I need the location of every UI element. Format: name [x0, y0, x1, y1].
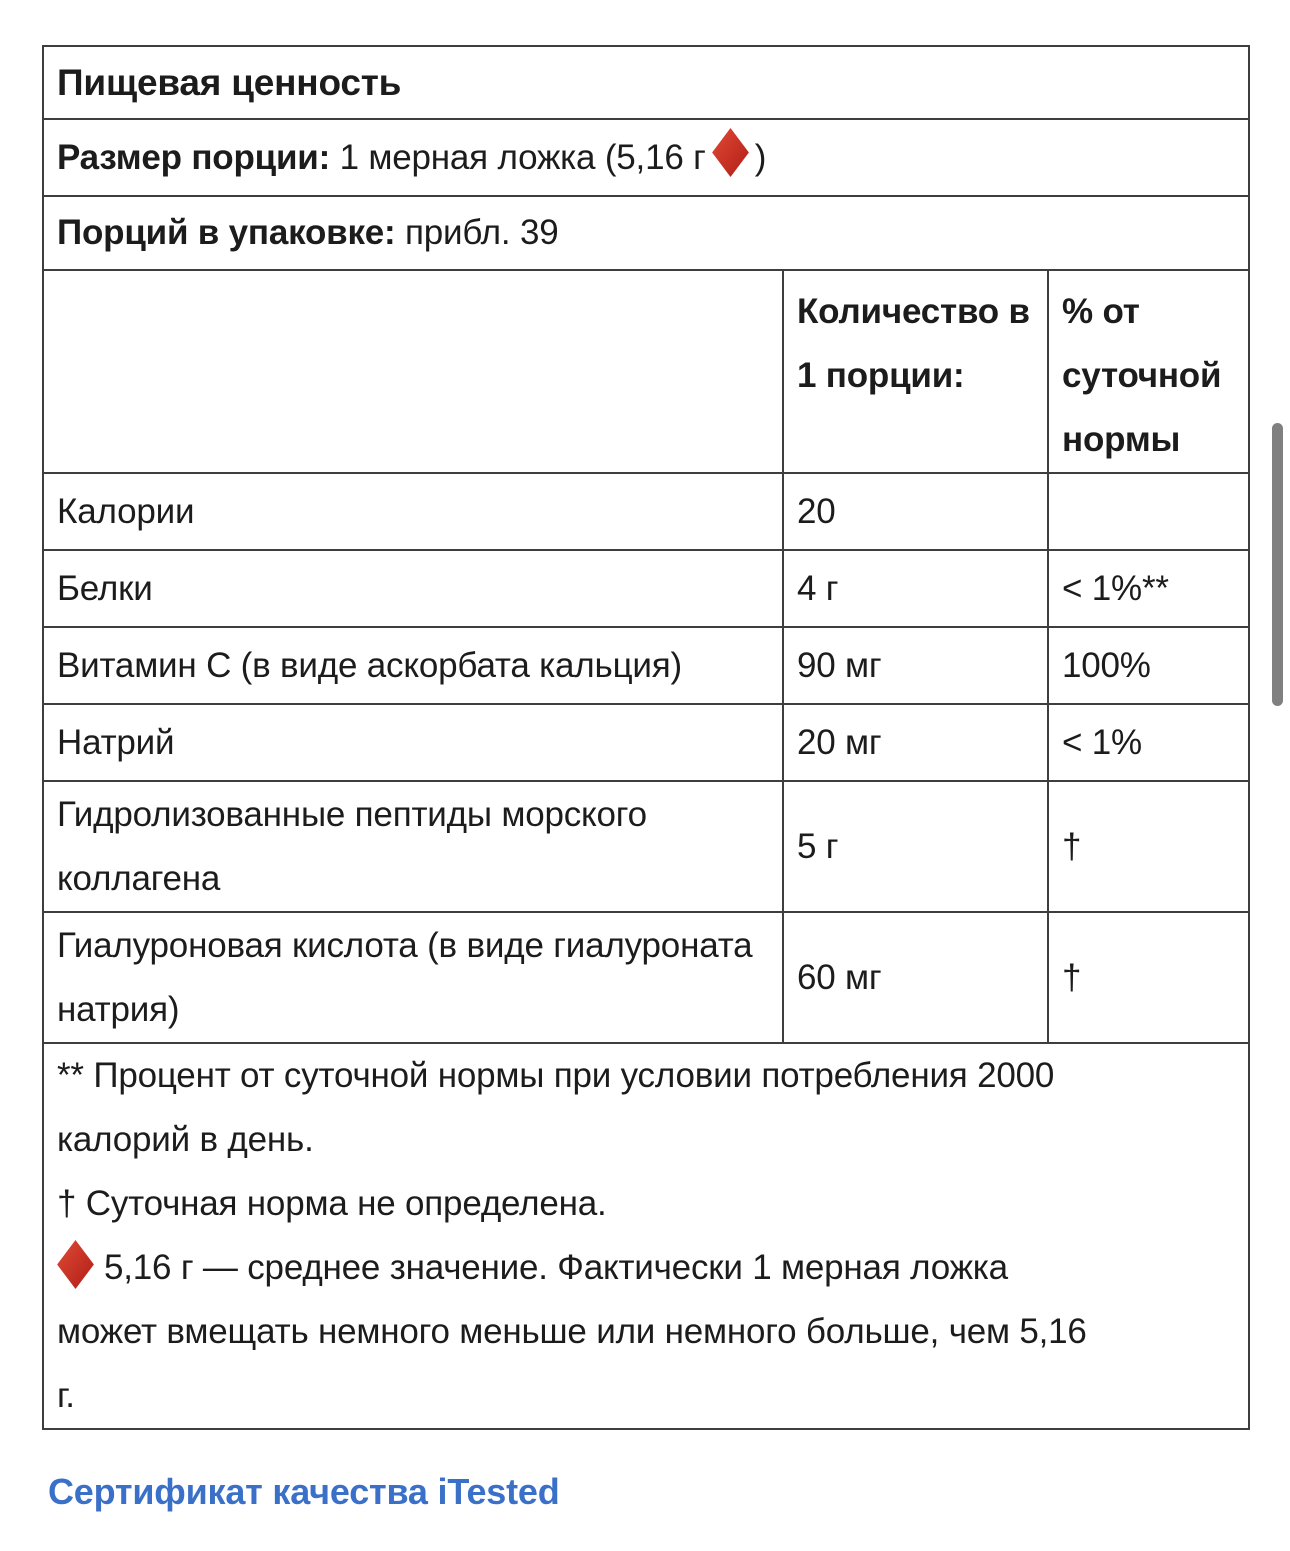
- nutrient-label: Гиалуроновая кислота (в виде гиалуроната натрия): [43, 912, 783, 1043]
- table-title-row: [43, 46, 1249, 119]
- nutrient-dv: †: [1048, 781, 1249, 912]
- nutrient-amount: 20: [783, 473, 1048, 550]
- itested-certificate-link[interactable]: Сертификат качества iTested: [48, 1471, 560, 1512]
- table-row-protein: [43, 550, 1249, 627]
- nutrient-dv: 100%: [1048, 627, 1249, 704]
- nutrient-dv: †: [1048, 912, 1249, 1043]
- table-row-hyaluronic-acid: [43, 912, 1249, 1043]
- footnote-daily-value: ** Процент от суточной нормы при условии потребления 2000 калорий в день.: [57, 1056, 1055, 1159]
- footnote-dagger: † Суточная норма не определена.: [57, 1184, 607, 1223]
- nutrient-label: Гидролизованные пептиды морского коллагена: [43, 781, 783, 912]
- footnote-diamond: [57, 1236, 1097, 1428]
- nutrient-amount: 60 мг: [783, 912, 1048, 1043]
- daily-value-column-header: % от суточной нормы: [1048, 270, 1249, 473]
- servings-count-value: прибл. 39: [405, 213, 559, 252]
- amount-column-header: Количество в 1 порции:: [783, 270, 1048, 473]
- nutrient-amount: 4 г: [783, 550, 1048, 627]
- nutrient-dv: < 1%: [1048, 704, 1249, 781]
- footnotes-row: [43, 1043, 1249, 1429]
- servings-count-label: Порций в упаковке:: [57, 213, 396, 252]
- panel-title: Пищевая ценность: [43, 46, 1249, 119]
- serving-size-close-paren: ): [754, 137, 767, 177]
- table-row-collagen-peptides: [43, 781, 1249, 912]
- table-row-calories: [43, 473, 1249, 550]
- nutrient-label: Витамин C (в виде аскорбата кальция): [43, 627, 783, 704]
- nutrient-amount: 5 г: [783, 781, 1048, 912]
- table-row-sodium: [43, 704, 1249, 781]
- servings-per-container-row: [43, 196, 1249, 270]
- nutrient-dv: [1048, 473, 1249, 550]
- nutrient-amount: 90 мг: [783, 627, 1048, 704]
- serving-size-cell: [43, 119, 1249, 196]
- nutrient-amount: 20 мг: [783, 704, 1048, 781]
- serving-size-value: 1 мерная ложка (5,16 г: [339, 137, 706, 177]
- red-diamond-icon: [57, 1240, 94, 1289]
- red-diamond-icon: [712, 128, 749, 177]
- nutrition-facts-panel: [42, 45, 1248, 1430]
- nutrient-label: Калории: [43, 473, 783, 550]
- empty-corner-cell: [43, 270, 783, 473]
- servings-per-container-cell: [43, 196, 1249, 270]
- scrollbar-thumb[interactable]: [1272, 423, 1283, 706]
- column-header-row: [43, 270, 1249, 473]
- nutrition-facts-table: [42, 45, 1250, 1430]
- serving-size-row: [43, 119, 1249, 196]
- nutrient-label: Натрий: [43, 704, 783, 781]
- table-row-vitamin-c: [43, 627, 1249, 704]
- footnotes-cell: [43, 1043, 1249, 1429]
- serving-size-label: Размер порции:: [57, 137, 331, 177]
- nutrient-dv: < 1%**: [1048, 550, 1249, 627]
- footnote-diamond-text: 5,16 г — среднее значение. Фактически 1 мерная ложка может вмещать немного меньше или немного больше, чем 5,16 г.: [57, 1248, 1087, 1415]
- nutrient-label: Белки: [43, 550, 783, 627]
